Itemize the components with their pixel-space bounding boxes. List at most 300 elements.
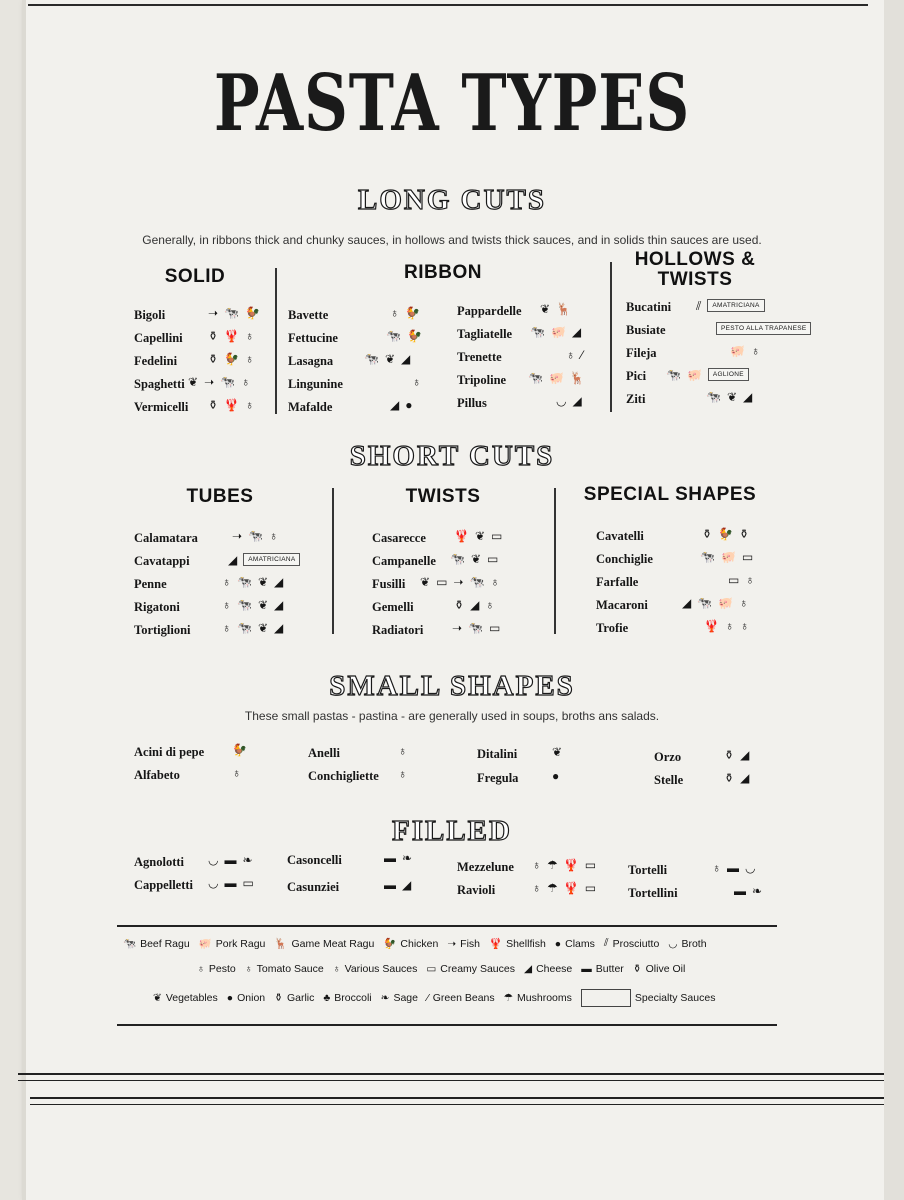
pasta-name: Mafalde <box>288 400 333 414</box>
fish-icon: ➝ <box>447 937 457 950</box>
sauce-pairing-icons <box>232 767 241 779</box>
pasta-name: Campanelle <box>372 554 436 568</box>
legend-label: Game Meat Ragu <box>291 937 375 950</box>
fish-icon: ➝ <box>452 621 463 635</box>
legend-item <box>245 963 324 975</box>
chicken-icon: 🐓 <box>383 938 397 950</box>
pasta-name: Radiatori <box>372 623 424 637</box>
pesto-jar-icon: ♁ <box>197 963 205 975</box>
cow-icon: 🐄 <box>386 329 401 343</box>
sauce-pairing-icons <box>208 353 254 365</box>
legend-item <box>581 989 716 1007</box>
sauce-pairing-icons <box>232 530 278 542</box>
sauce-pairing-icons <box>208 330 254 342</box>
sauce-jar-icon: ♁ <box>750 344 760 358</box>
sauce-pairing-icons <box>412 376 421 388</box>
garlic-icon: ⚱ <box>274 992 283 1004</box>
pesto-jar-icon: ♁ <box>724 619 734 633</box>
cow-icon: 🐄 <box>469 575 485 589</box>
creamy-pot-icon: ▭ <box>242 876 254 890</box>
creamy-pot-icon: ▭ <box>487 552 499 566</box>
butter-icon: ▬ <box>384 851 396 865</box>
pasta-name: Gemelli <box>372 600 414 614</box>
sauce-pairing-icons <box>728 574 754 586</box>
sauce-pairing-icons <box>384 852 412 864</box>
legend-item <box>604 937 659 950</box>
olive-oil-icon: ⚱ <box>739 527 750 541</box>
pasta-name: Fileja <box>626 346 657 360</box>
legend-label: Broth <box>681 937 707 950</box>
legend-top-rule <box>117 925 777 927</box>
sauce-pairing-icons <box>420 576 499 588</box>
poster-edge <box>22 0 26 1200</box>
sauce-pairing-icons <box>724 772 749 784</box>
olive-oil-icon: ⚱ <box>208 398 219 412</box>
chicken-icon: 🐓 <box>245 306 260 320</box>
cow-icon: 🐄 <box>530 325 545 339</box>
chicken-icon: 🐓 <box>406 329 422 343</box>
pasta-name: Rigatoni <box>134 600 180 614</box>
sauce-pairing-icons <box>390 399 412 411</box>
short-cuts-heading: SHORT CUTS <box>349 440 555 472</box>
chicken-icon: 🐓 <box>232 743 247 757</box>
pasta-name: Calamatara <box>134 531 198 545</box>
sage-icon: ❧ <box>380 992 390 1004</box>
sauce-pairing-icons <box>222 599 283 611</box>
legend-item <box>153 992 218 1004</box>
legend-label: Specialty Sauces <box>634 992 716 1004</box>
onion-icon: ● <box>405 398 413 412</box>
small-shapes-heading: SMALL SHAPES <box>329 670 575 702</box>
sauce-pairing-icons <box>706 391 752 403</box>
pig-icon: 🐖 <box>550 325 566 339</box>
sauce-pairing-icons <box>716 322 811 335</box>
green-beans-icon: ⁄ <box>581 348 584 362</box>
sauce-pairing-icons <box>730 345 760 357</box>
pasta-name: Tagliatelle <box>457 327 513 341</box>
legend-item <box>447 938 480 950</box>
specialty-sauce-box: AMATRICIANA <box>243 553 300 566</box>
cheese-icon: ◢ <box>401 352 411 366</box>
legend-item <box>274 992 314 1004</box>
sauce-jar-icon: ♁ <box>490 575 500 589</box>
sauce-pairing-icons <box>188 376 250 388</box>
pig-icon: 🐖 <box>686 367 702 382</box>
lobster-icon: 🦞 <box>704 619 719 633</box>
sauce-pairing-icons <box>734 885 762 897</box>
pasta-name: Pappardelle <box>457 304 522 318</box>
cow-icon: 🐄 <box>364 352 379 366</box>
legend-item <box>333 963 418 975</box>
chicken-icon: 🐓 <box>224 352 240 366</box>
pasta-name: Stelle <box>654 773 684 787</box>
pesto-jar-icon: ♁ <box>390 306 399 320</box>
legend-item <box>489 937 546 950</box>
pasta-name: Alfabeto <box>134 768 180 782</box>
sauce-pairing-icons <box>398 768 407 780</box>
clam-icon: ● <box>552 769 560 783</box>
pasta-name: Fettucine <box>288 331 338 345</box>
sage-icon: ❧ <box>242 853 253 867</box>
cow-icon: 🐄 <box>528 371 543 385</box>
pig-icon: 🐖 <box>718 596 734 610</box>
sauce-pairing-icons <box>452 622 500 634</box>
clam-icon: ● <box>554 937 562 950</box>
sauce-pairing-icons <box>532 882 596 894</box>
pasta-name: Orzo <box>654 750 682 764</box>
cheese-icon: ◢ <box>470 598 480 612</box>
olive-oil-icon: ⚱ <box>208 329 219 343</box>
vegetables-icon: ❦ <box>540 302 551 316</box>
pasta-name: Casoncelli <box>287 853 342 867</box>
sauce-pairing-icons <box>556 395 582 407</box>
pasta-name: Anelli <box>308 746 340 760</box>
cow-icon: 🐄 <box>237 575 252 589</box>
pasta-name: Casunziei <box>287 880 340 894</box>
legend-label: Vegetables <box>165 992 218 1004</box>
sauce-pairing-icons <box>386 330 422 342</box>
legend-label: Olive Oil <box>645 963 686 975</box>
sauce-pairing-icons <box>700 551 753 563</box>
wall <box>884 0 904 1200</box>
cow-icon: 🐄 <box>248 529 264 543</box>
pig-icon: 🐖 <box>548 371 564 385</box>
pasta-name: Ravioli <box>457 883 496 897</box>
olive-oil-icon: ⚱ <box>208 352 219 366</box>
tomato-jar-icon: ♁ <box>244 963 253 975</box>
pasta-name: Busiate <box>626 323 666 337</box>
sauce-pairing-icons <box>552 770 559 782</box>
cow-icon: 🐄 <box>224 306 240 320</box>
pasta-name: Trenette <box>457 350 502 364</box>
tomato-jar-icon: ♁ <box>222 621 231 635</box>
pasta-name: Fregula <box>477 771 519 785</box>
creamy-pot-icon: ▭ <box>741 550 754 564</box>
pasta-name: Cavatelli <box>596 529 644 543</box>
hollows-heading-line1: HOLLOWS & <box>634 249 756 270</box>
sauce-jar-icon: ♁ <box>739 596 749 610</box>
olive-oil-icon: ⚱ <box>632 963 642 975</box>
garlic-icon: ⚱ <box>702 527 713 541</box>
olive-oil-icon: ⚱ <box>724 771 735 785</box>
vegetables-icon: ❦ <box>470 552 482 566</box>
sauce-jar-icon: ♁ <box>245 352 255 366</box>
sauce-pairing-icons <box>384 879 411 891</box>
pasta-name: Agnolotti <box>134 855 184 869</box>
sauce-pairing-icons <box>208 307 260 319</box>
sauce-pairing-icons <box>724 749 749 761</box>
lobster-icon: 🦞 <box>563 881 579 895</box>
sauce-pairing-icons <box>666 368 749 381</box>
sauce-pairing-icons <box>682 597 748 609</box>
pasta-name: Lasagna <box>288 354 334 368</box>
legend-label: Onion <box>237 992 266 1004</box>
cheese-icon: ◢ <box>743 390 753 404</box>
pasta-name: Conchigliette <box>308 769 379 783</box>
legend-bottom-rule <box>117 1024 777 1026</box>
mushrooms-icon: ☂ <box>547 858 558 872</box>
specialty-box-icon <box>581 989 631 1007</box>
legend-item <box>633 963 686 975</box>
deer-icon: 🦌 <box>274 938 288 950</box>
sauce-pairing-icons <box>208 854 253 866</box>
cow-icon: 🐄 <box>220 375 236 389</box>
cow-icon: 🐄 <box>706 390 721 404</box>
butter-icon: ▬ <box>224 853 237 867</box>
small-shapes-subtitle: These small pastas - pastina - are generally used in soups, broths ans salads. <box>244 709 660 723</box>
bottom-rule <box>18 1080 884 1081</box>
pasta-name: Trofie <box>596 621 629 635</box>
pasta-name: Vermicelli <box>134 400 189 414</box>
cheese-icon: ◢ <box>740 771 750 785</box>
butter-icon: ▬ <box>384 878 396 892</box>
pasta-name: Casarecce <box>372 531 426 545</box>
fish-icon: ➝ <box>453 575 464 589</box>
tomato-jar-icon: ♁ <box>222 598 231 612</box>
prosciutto-icon: ⫽ <box>603 937 609 949</box>
cheese-icon: ◢ <box>402 878 412 892</box>
vegetables-icon: ❦ <box>552 745 563 759</box>
legend-item <box>427 992 495 1004</box>
legend-label: Garlic <box>286 992 315 1004</box>
sauce-pairing-icons <box>712 862 755 874</box>
legend-label: Various Sauces <box>344 963 418 975</box>
sauce-pairing-icons <box>232 744 247 756</box>
sauce-jar-icon: ♁ <box>269 529 279 543</box>
cheese-icon: ◢ <box>740 748 750 762</box>
sauce-pairing-icons <box>532 859 596 871</box>
specialty-sauce-box: PESTO ALLA TRAPANESE <box>716 322 811 335</box>
chicken-icon: 🐓 <box>405 306 420 320</box>
cow-icon: 🐄 <box>697 596 713 610</box>
cheese-icon: ◢ <box>228 552 238 567</box>
legend-label: Cheese <box>536 963 573 975</box>
creamy-pot-icon: ▭ <box>489 621 501 635</box>
pasta-name: Bigoli <box>134 308 166 322</box>
bottom-rule <box>18 1073 884 1075</box>
long-cuts-heading: LONG CUTS <box>357 184 546 216</box>
pesto-jar-icon: ♁ <box>532 881 541 895</box>
creamy-pot-icon: ▭ <box>491 529 503 543</box>
sauce-jar-icon: ♁ <box>232 766 241 780</box>
sauce-pairing-icons <box>208 877 254 889</box>
legend <box>117 935 777 1015</box>
long-cuts-subtitle: Generally, in ribbons thick and chunky sauces, in hollows and twists thick sauces, and in solids thin sauces are used. <box>142 233 762 247</box>
sauce-pairing-icons <box>398 745 407 757</box>
sauce-jar-icon: ♁ <box>739 619 749 633</box>
pig-icon: 🐖 <box>730 344 745 358</box>
legend-label: Beef Ragu <box>140 937 190 950</box>
hollows-heading-line2: TWISTS <box>657 269 733 290</box>
pasta-name: Mezzelune <box>457 860 514 874</box>
sauce-pairing-icons <box>552 746 562 758</box>
legend-item <box>197 963 236 975</box>
garlic-icon: ⚱ <box>724 748 735 762</box>
broth-icon: ◡ <box>208 853 219 867</box>
vegetables-icon: ❦ <box>420 575 431 589</box>
legend-label: Creamy Sauces <box>440 963 515 975</box>
sauce-jar-icon: ♁ <box>332 963 341 975</box>
vegetables-icon: ❦ <box>153 992 162 1004</box>
bottom-rule <box>30 1104 884 1105</box>
legend-item <box>555 938 595 950</box>
legend-item <box>323 992 371 1004</box>
sauce-jar-icon: ♁ <box>398 767 407 781</box>
pasta-name: Macaroni <box>596 598 648 612</box>
legend-item <box>383 937 438 950</box>
cheese-icon: ◢ <box>571 325 582 339</box>
pasta-name: Tripoline <box>457 373 507 387</box>
broth-icon: ◡ <box>556 394 567 408</box>
cow-icon: 🐄 <box>237 598 252 612</box>
sauce-jar-icon: ♁ <box>745 573 755 587</box>
sage-icon: ❧ <box>402 851 413 865</box>
legend-label: Mushrooms <box>517 992 572 1004</box>
sauce-pairing-icons <box>454 530 502 542</box>
sauce-pairing-icons <box>390 307 420 319</box>
lobster-icon: 🦞 <box>224 329 240 343</box>
pasta-name: Fedelini <box>134 354 178 368</box>
sauce-pairing-icons <box>530 326 581 338</box>
sauce-jar-icon: ♁ <box>241 375 251 389</box>
legend-item <box>504 992 572 1004</box>
pasta-name: Capellini <box>134 331 183 345</box>
legend-label: Pesto <box>208 963 236 975</box>
pasta-name: Penne <box>134 577 167 591</box>
legend-label: Butter <box>595 963 624 975</box>
creamy-pot-icon: ▭ <box>426 963 437 975</box>
hollows-heading <box>620 250 770 290</box>
vegetables-icon: ❦ <box>474 529 486 543</box>
sauce-pairing-icons <box>222 576 283 588</box>
pasta-name: Farfalle <box>596 575 639 589</box>
pasta-name: Cappelletti <box>134 878 194 892</box>
divider <box>275 268 277 414</box>
creamy-pot-icon: ▭ <box>436 575 448 589</box>
tubes-heading: TUBES <box>186 486 254 507</box>
creamy-pot-icon: ▭ <box>584 858 597 872</box>
legend-label: Tomato Sauce <box>256 963 324 975</box>
pasta-name: Fusilli <box>372 577 406 591</box>
legend-label: Chicken <box>400 937 439 950</box>
cow-icon: 🐄 <box>666 367 681 382</box>
sauce-pairing-icons <box>208 399 254 411</box>
cheese-icon: ◢ <box>572 394 582 408</box>
divider <box>554 488 556 634</box>
lobster-icon: 🦞 <box>489 938 503 950</box>
creamy-pot-icon: ▭ <box>584 881 597 895</box>
pasta-name: Ziti <box>626 392 646 406</box>
legend-item <box>581 963 624 975</box>
broth-icon: ◡ <box>208 876 219 890</box>
cheese-icon: ◢ <box>524 963 533 975</box>
cheese-icon: ◢ <box>274 575 284 589</box>
legend-label: Pork Ragu <box>215 937 266 950</box>
lobster-icon: 🦞 <box>454 529 469 543</box>
legend-row <box>197 963 694 975</box>
pig-icon: 🐖 <box>198 938 212 950</box>
pesto-jar-icon: ♁ <box>566 348 575 362</box>
pasta-name: Spaghetti <box>134 377 185 391</box>
butter-icon: ▬ <box>224 876 237 890</box>
broccoli-icon: ♣ <box>323 992 331 1004</box>
tomato-jar-icon: ♁ <box>222 575 231 589</box>
bottom-rule <box>30 1097 884 1099</box>
deer-icon: 🦌 <box>556 302 572 316</box>
legend-row <box>153 989 724 1007</box>
legend-label: Green Beans <box>432 992 495 1004</box>
top-rule <box>28 4 868 6</box>
legend-item <box>381 992 418 1004</box>
special-shapes-heading: SPECIAL SHAPES <box>583 484 757 505</box>
legend-label: Prosciutto <box>612 937 660 950</box>
legend-row <box>123 937 716 950</box>
mushrooms-icon: ☂ <box>503 992 514 1004</box>
cow-icon: 🐄 <box>123 938 137 950</box>
butter-icon: ▬ <box>581 963 592 975</box>
pasta-name: Pici <box>626 369 647 383</box>
sauce-pairing-icons <box>528 372 585 384</box>
cow-icon: 🐄 <box>237 621 252 635</box>
cheese-icon: ◢ <box>390 398 400 412</box>
sauce-pairing-icons <box>704 620 749 632</box>
legend-item <box>123 937 190 950</box>
legend-item <box>227 992 265 1004</box>
sauce-pairing-icons <box>450 553 498 565</box>
sauce-pairing-icons <box>696 299 765 312</box>
pasta-name: Tortellini <box>628 886 678 900</box>
sauce-pairing-icons <box>566 349 583 361</box>
legend-item <box>524 963 572 975</box>
onion-icon: ● <box>226 992 234 1004</box>
legend-label: Clams <box>565 937 595 950</box>
sauce-pairing-icons <box>222 622 283 634</box>
lobster-icon: 🦞 <box>563 858 579 872</box>
divider <box>610 262 612 412</box>
sauce-jar-icon: ♁ <box>412 375 421 389</box>
cow-icon: 🐄 <box>700 550 715 564</box>
pasta-name: Tortelli <box>628 863 668 877</box>
pasta-name: Conchiglie <box>596 552 653 566</box>
pasta-name: Tortiglioni <box>134 623 191 637</box>
vegetables-icon: ❦ <box>257 598 269 612</box>
pasta-name: Acini di pepe <box>134 745 205 759</box>
creamy-pot-icon: ▭ <box>728 573 740 587</box>
specialty-sauce-box: AGLIONE <box>708 368 749 381</box>
cheese-icon: ◢ <box>682 596 692 610</box>
legend-label: Sage <box>393 992 418 1004</box>
divider <box>332 488 334 634</box>
cow-icon: 🐄 <box>450 552 465 566</box>
pasta-name: Cavatappi <box>134 554 190 568</box>
cheese-icon: ◢ <box>274 598 284 612</box>
pasta-name: Bucatini <box>626 300 672 314</box>
vegetables-icon: ❦ <box>188 375 199 389</box>
cow-icon: 🐄 <box>468 621 484 635</box>
legend-item <box>668 938 706 950</box>
ribbon-heading: RIBBON <box>404 262 482 283</box>
legend-item <box>426 963 515 975</box>
pasta-name: Pillus <box>457 396 487 410</box>
solid-heading: SOLID <box>164 266 226 287</box>
legend-item <box>274 937 374 950</box>
fish-icon: ➝ <box>208 306 219 320</box>
legend-label: Broccoli <box>334 992 372 1004</box>
fish-icon: ➝ <box>232 529 243 543</box>
green-beans-icon: ⁄ <box>426 992 429 1004</box>
sauce-pairing-icons <box>702 528 749 540</box>
pesto-jar-icon: ♁ <box>532 858 541 872</box>
